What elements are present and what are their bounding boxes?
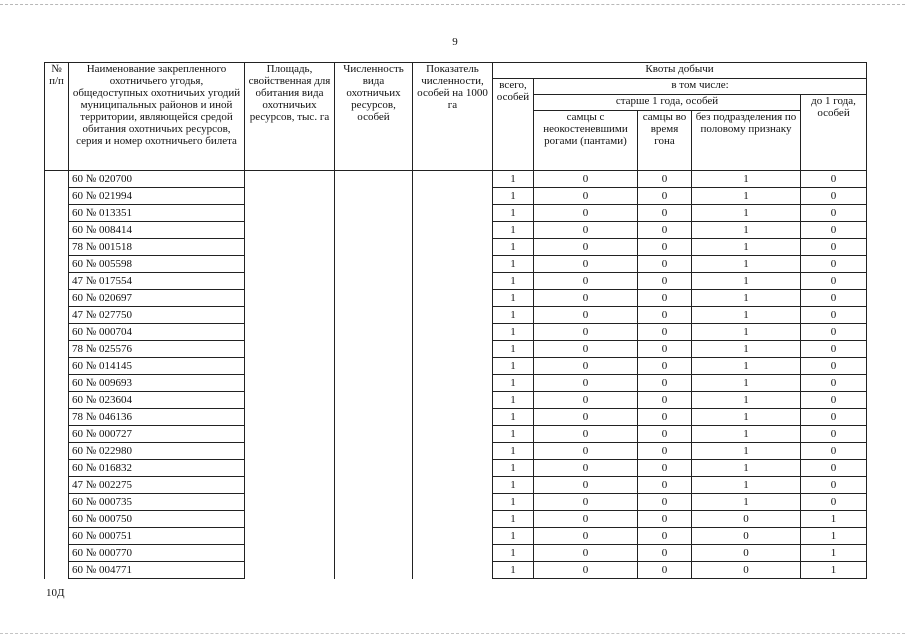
under-1-cell: 0 — [801, 205, 867, 222]
table-row — [45, 511, 867, 528]
ticket-cell: 60 № 013351 — [69, 205, 245, 222]
ticket-cell: 60 № 008414 — [69, 222, 245, 239]
population-cell — [335, 205, 413, 222]
population-cell — [335, 392, 413, 409]
total-cell: 1 — [493, 358, 534, 375]
density-cell — [413, 392, 493, 409]
table-row — [45, 392, 867, 409]
area-cell — [245, 307, 335, 324]
area-cell — [245, 528, 335, 545]
under-1-cell: 0 — [801, 171, 867, 188]
row-num-cell — [45, 528, 69, 545]
males-rut-cell: 0 — [638, 290, 692, 307]
density-cell — [413, 188, 493, 205]
density-cell — [413, 562, 493, 579]
total-cell: 1 — [493, 273, 534, 290]
density-cell — [413, 205, 493, 222]
males-rut-cell: 0 — [638, 409, 692, 426]
table-row — [45, 188, 867, 205]
header-name: Наименование закрепленного охотничьего угодья, общедоступных охотничьих угодий муниципальных районов и иной территории, являющейся средой обитания охотничьих ресурсов, серия и номер охотничьего билета — [69, 63, 245, 171]
population-cell — [335, 375, 413, 392]
row-num-cell — [45, 239, 69, 256]
under-1-cell: 0 — [801, 324, 867, 341]
under-1-cell: 0 — [801, 239, 867, 256]
under-1-cell: 0 — [801, 290, 867, 307]
area-cell — [245, 375, 335, 392]
density-cell — [413, 273, 493, 290]
population-cell — [335, 528, 413, 545]
area-cell — [245, 273, 335, 290]
area-cell — [245, 205, 335, 222]
population-cell — [335, 358, 413, 375]
table-row — [45, 341, 867, 358]
scan-edge-top — [0, 4, 905, 5]
row-num-cell — [45, 205, 69, 222]
ticket-cell: 60 № 000704 — [69, 324, 245, 341]
under-1-cell: 0 — [801, 443, 867, 460]
no-sex-cell: 1 — [692, 426, 801, 443]
density-cell — [413, 426, 493, 443]
total-cell: 1 — [493, 494, 534, 511]
under-1-cell: 0 — [801, 341, 867, 358]
males-antlers-cell: 0 — [534, 222, 638, 239]
table-row — [45, 273, 867, 290]
total-cell: 1 — [493, 205, 534, 222]
ticket-cell: 60 № 023604 — [69, 392, 245, 409]
under-1-cell: 0 — [801, 222, 867, 239]
row-num-cell — [45, 443, 69, 460]
header-including: в том числе: — [534, 79, 867, 95]
total-cell: 1 — [493, 477, 534, 494]
quota-table — [44, 62, 867, 579]
no-sex-cell: 1 — [692, 188, 801, 205]
males-rut-cell: 0 — [638, 562, 692, 579]
under-1-cell: 0 — [801, 188, 867, 205]
row-num-cell — [45, 307, 69, 324]
density-cell — [413, 324, 493, 341]
males-rut-cell: 0 — [638, 392, 692, 409]
males-antlers-cell: 0 — [534, 409, 638, 426]
no-sex-cell: 1 — [692, 409, 801, 426]
table-row — [45, 409, 867, 426]
row-num-cell — [45, 290, 69, 307]
males-rut-cell: 0 — [638, 358, 692, 375]
total-cell: 1 — [493, 171, 534, 188]
population-cell — [335, 222, 413, 239]
males-antlers-cell: 0 — [534, 528, 638, 545]
under-1-cell: 1 — [801, 511, 867, 528]
area-cell — [245, 562, 335, 579]
no-sex-cell: 1 — [692, 239, 801, 256]
population-cell — [335, 511, 413, 528]
under-1-cell: 1 — [801, 528, 867, 545]
population-cell — [335, 324, 413, 341]
population-cell — [335, 409, 413, 426]
row-num-cell — [45, 341, 69, 358]
total-cell: 1 — [493, 392, 534, 409]
row-num-cell — [45, 426, 69, 443]
no-sex-cell: 1 — [692, 205, 801, 222]
males-antlers-cell: 0 — [534, 477, 638, 494]
table-row — [45, 375, 867, 392]
total-cell: 1 — [493, 222, 534, 239]
under-1-cell: 0 — [801, 256, 867, 273]
ticket-cell: 47 № 017554 — [69, 273, 245, 290]
males-rut-cell: 0 — [638, 341, 692, 358]
males-antlers-cell: 0 — [534, 324, 638, 341]
table-row — [45, 460, 867, 477]
total-cell: 1 — [493, 562, 534, 579]
table-row — [45, 239, 867, 256]
area-cell — [245, 545, 335, 562]
density-cell — [413, 307, 493, 324]
ticket-cell: 47 № 002275 — [69, 477, 245, 494]
row-num-cell — [45, 256, 69, 273]
under-1-cell: 0 — [801, 494, 867, 511]
ticket-cell: 60 № 000751 — [69, 528, 245, 545]
density-cell — [413, 341, 493, 358]
scan-edge-bottom — [0, 633, 905, 634]
population-cell — [335, 562, 413, 579]
table-row — [45, 290, 867, 307]
density-cell — [413, 477, 493, 494]
population-cell — [335, 256, 413, 273]
no-sex-cell: 1 — [692, 392, 801, 409]
males-antlers-cell: 0 — [534, 392, 638, 409]
total-cell: 1 — [493, 409, 534, 426]
table-row — [45, 545, 867, 562]
males-antlers-cell: 0 — [534, 188, 638, 205]
ticket-cell: 60 № 022980 — [69, 443, 245, 460]
total-cell: 1 — [493, 188, 534, 205]
header-total: всего, особей — [493, 79, 534, 171]
total-cell: 1 — [493, 239, 534, 256]
ticket-cell: 60 № 000735 — [69, 494, 245, 511]
no-sex-cell: 1 — [692, 324, 801, 341]
density-cell — [413, 290, 493, 307]
under-1-cell: 1 — [801, 562, 867, 579]
area-cell — [245, 188, 335, 205]
header-no-sex-division: без подразделения по половому признаку — [692, 111, 801, 171]
no-sex-cell: 1 — [692, 290, 801, 307]
no-sex-cell: 1 — [692, 341, 801, 358]
table-row — [45, 256, 867, 273]
row-num-cell — [45, 511, 69, 528]
no-sex-cell: 1 — [692, 443, 801, 460]
density-cell — [413, 239, 493, 256]
area-cell — [245, 239, 335, 256]
population-cell — [335, 341, 413, 358]
ticket-cell: 60 № 000770 — [69, 545, 245, 562]
area-cell — [245, 324, 335, 341]
under-1-cell: 0 — [801, 358, 867, 375]
density-cell — [413, 494, 493, 511]
population-cell — [335, 477, 413, 494]
header-males-antlers: самцы с неокостеневшими рогами (пантами) — [534, 111, 638, 171]
under-1-cell: 0 — [801, 460, 867, 477]
total-cell: 1 — [493, 375, 534, 392]
area-cell — [245, 426, 335, 443]
no-sex-cell: 0 — [692, 545, 801, 562]
under-1-cell: 0 — [801, 273, 867, 290]
ticket-cell: 60 № 000727 — [69, 426, 245, 443]
density-cell — [413, 222, 493, 239]
ticket-cell: 47 № 027750 — [69, 307, 245, 324]
row-num-cell — [45, 545, 69, 562]
total-cell: 1 — [493, 307, 534, 324]
males-rut-cell: 0 — [638, 477, 692, 494]
total-cell: 1 — [493, 545, 534, 562]
population-cell — [335, 290, 413, 307]
density-cell — [413, 171, 493, 188]
total-cell: 1 — [493, 341, 534, 358]
population-cell — [335, 188, 413, 205]
ticket-cell: 78 № 025576 — [69, 341, 245, 358]
area-cell — [245, 222, 335, 239]
row-num-cell — [45, 358, 69, 375]
area-cell — [245, 358, 335, 375]
row-num-cell — [45, 460, 69, 477]
males-rut-cell: 0 — [638, 205, 692, 222]
table-row — [45, 358, 867, 375]
header-under-1-year: до 1 года, особей — [801, 95, 867, 171]
ticket-cell: 60 № 020700 — [69, 171, 245, 188]
table-row — [45, 494, 867, 511]
males-antlers-cell: 0 — [534, 545, 638, 562]
males-antlers-cell: 0 — [534, 171, 638, 188]
total-cell: 1 — [493, 460, 534, 477]
area-cell — [245, 460, 335, 477]
males-antlers-cell: 0 — [534, 375, 638, 392]
table-header — [45, 63, 867, 171]
header-num: № п/п — [45, 63, 69, 171]
no-sex-cell: 1 — [692, 494, 801, 511]
area-cell — [245, 171, 335, 188]
population-cell — [335, 545, 413, 562]
row-num-cell — [45, 222, 69, 239]
under-1-cell: 1 — [801, 545, 867, 562]
no-sex-cell: 0 — [692, 562, 801, 579]
males-rut-cell: 0 — [638, 375, 692, 392]
header-males-rut: самцы во время гона — [638, 111, 692, 171]
row-num-cell — [45, 477, 69, 494]
table-body — [45, 171, 867, 579]
under-1-cell: 0 — [801, 375, 867, 392]
area-cell — [245, 256, 335, 273]
density-cell — [413, 545, 493, 562]
area-cell — [245, 290, 335, 307]
density-cell — [413, 409, 493, 426]
ticket-cell: 60 № 005598 — [69, 256, 245, 273]
density-cell — [413, 443, 493, 460]
males-rut-cell: 0 — [638, 528, 692, 545]
row-num-cell — [45, 392, 69, 409]
population-cell — [335, 426, 413, 443]
ticket-cell: 60 № 014145 — [69, 358, 245, 375]
header-over-1-year: старше 1 года, особей — [534, 95, 801, 111]
males-rut-cell: 0 — [638, 443, 692, 460]
no-sex-cell: 1 — [692, 222, 801, 239]
row-num-cell — [45, 188, 69, 205]
table-row — [45, 205, 867, 222]
area-cell — [245, 409, 335, 426]
males-rut-cell: 0 — [638, 426, 692, 443]
ticket-cell: 78 № 001518 — [69, 239, 245, 256]
males-antlers-cell: 0 — [534, 562, 638, 579]
table-row — [45, 477, 867, 494]
table-row — [45, 307, 867, 324]
population-cell — [335, 494, 413, 511]
males-antlers-cell: 0 — [534, 358, 638, 375]
population-cell — [335, 307, 413, 324]
footer-code: 10Д — [46, 587, 65, 599]
area-cell — [245, 392, 335, 409]
males-antlers-cell: 0 — [534, 443, 638, 460]
area-cell — [245, 511, 335, 528]
males-antlers-cell: 0 — [534, 205, 638, 222]
males-rut-cell: 0 — [638, 256, 692, 273]
under-1-cell: 0 — [801, 426, 867, 443]
ticket-cell: 60 № 020697 — [69, 290, 245, 307]
area-cell — [245, 477, 335, 494]
males-rut-cell: 0 — [638, 460, 692, 477]
ticket-cell: 60 № 004771 — [69, 562, 245, 579]
no-sex-cell: 1 — [692, 256, 801, 273]
page-number: 9 — [452, 36, 458, 48]
area-cell — [245, 341, 335, 358]
no-sex-cell: 1 — [692, 171, 801, 188]
total-cell: 1 — [493, 290, 534, 307]
area-cell — [245, 494, 335, 511]
table-row — [45, 562, 867, 579]
row-num-cell — [45, 375, 69, 392]
ticket-cell: 78 № 046136 — [69, 409, 245, 426]
males-rut-cell: 0 — [638, 188, 692, 205]
ticket-cell: 60 № 000750 — [69, 511, 245, 528]
total-cell: 1 — [493, 528, 534, 545]
under-1-cell: 0 — [801, 409, 867, 426]
males-rut-cell: 0 — [638, 239, 692, 256]
row-num-cell — [45, 171, 69, 188]
header-area: Площадь, свойственная для обитания вида охотничьих ресурсов, тыс. га — [245, 63, 335, 171]
density-cell — [413, 528, 493, 545]
table-row — [45, 324, 867, 341]
population-cell — [335, 171, 413, 188]
males-antlers-cell: 0 — [534, 273, 638, 290]
ticket-cell: 60 № 021994 — [69, 188, 245, 205]
table-row — [45, 222, 867, 239]
area-cell — [245, 443, 335, 460]
males-rut-cell: 0 — [638, 273, 692, 290]
males-rut-cell: 0 — [638, 171, 692, 188]
row-num-cell — [45, 562, 69, 579]
males-rut-cell: 0 — [638, 222, 692, 239]
under-1-cell: 0 — [801, 477, 867, 494]
population-cell — [335, 443, 413, 460]
males-rut-cell: 0 — [638, 324, 692, 341]
header-density: Показатель численности, особей на 1000 га — [413, 63, 493, 171]
males-antlers-cell: 0 — [534, 426, 638, 443]
row-num-cell — [45, 409, 69, 426]
males-antlers-cell: 0 — [534, 307, 638, 324]
total-cell: 1 — [493, 443, 534, 460]
population-cell — [335, 273, 413, 290]
males-antlers-cell: 0 — [534, 511, 638, 528]
table-row — [45, 171, 867, 188]
row-num-cell — [45, 324, 69, 341]
males-antlers-cell: 0 — [534, 290, 638, 307]
males-antlers-cell: 0 — [534, 494, 638, 511]
males-rut-cell: 0 — [638, 307, 692, 324]
table-row — [45, 528, 867, 545]
header-quota: Квоты добычи — [493, 63, 867, 79]
population-cell — [335, 239, 413, 256]
under-1-cell: 0 — [801, 392, 867, 409]
males-antlers-cell: 0 — [534, 341, 638, 358]
no-sex-cell: 0 — [692, 511, 801, 528]
ticket-cell: 60 № 016832 — [69, 460, 245, 477]
males-rut-cell: 0 — [638, 511, 692, 528]
no-sex-cell: 1 — [692, 273, 801, 290]
no-sex-cell: 1 — [692, 477, 801, 494]
under-1-cell: 0 — [801, 307, 867, 324]
density-cell — [413, 375, 493, 392]
males-antlers-cell: 0 — [534, 256, 638, 273]
no-sex-cell: 1 — [692, 358, 801, 375]
density-cell — [413, 358, 493, 375]
ticket-cell: 60 № 009693 — [69, 375, 245, 392]
density-cell — [413, 460, 493, 477]
row-num-cell — [45, 273, 69, 290]
males-antlers-cell: 0 — [534, 460, 638, 477]
no-sex-cell: 1 — [692, 307, 801, 324]
no-sex-cell: 1 — [692, 375, 801, 392]
males-antlers-cell: 0 — [534, 239, 638, 256]
total-cell: 1 — [493, 426, 534, 443]
no-sex-cell: 1 — [692, 460, 801, 477]
no-sex-cell: 0 — [692, 528, 801, 545]
density-cell — [413, 256, 493, 273]
population-cell — [335, 460, 413, 477]
header-population: Численность вида охотничьих ресурсов, особей — [335, 63, 413, 171]
table-row — [45, 426, 867, 443]
total-cell: 1 — [493, 324, 534, 341]
total-cell: 1 — [493, 256, 534, 273]
males-rut-cell: 0 — [638, 494, 692, 511]
total-cell: 1 — [493, 511, 534, 528]
males-rut-cell: 0 — [638, 545, 692, 562]
density-cell — [413, 511, 493, 528]
row-num-cell — [45, 494, 69, 511]
table-row — [45, 443, 867, 460]
